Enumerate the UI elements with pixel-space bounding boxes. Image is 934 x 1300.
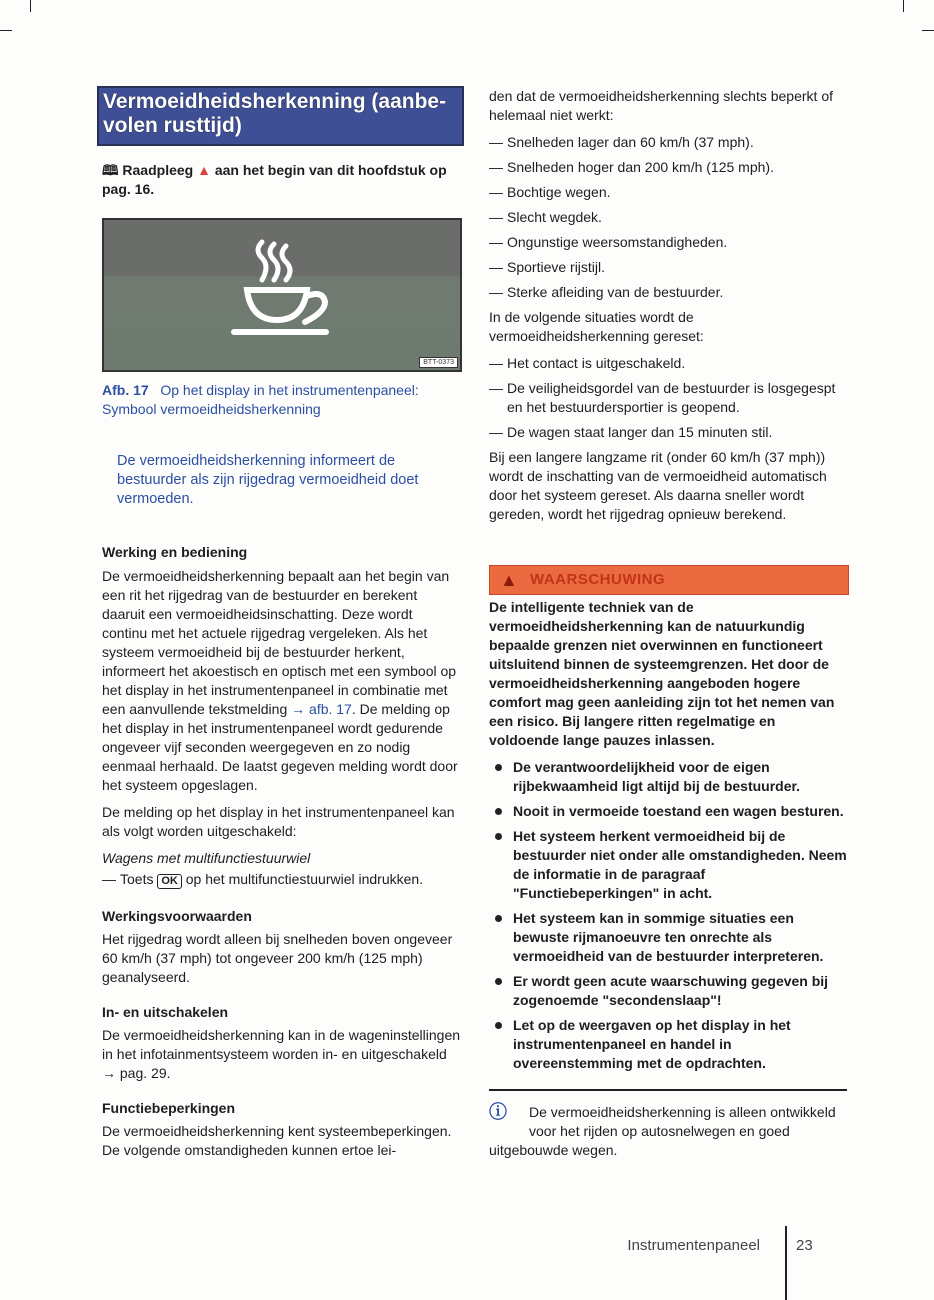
warning-header <box>489 565 849 595</box>
warning-body <box>489 598 849 1079</box>
list-item: — Bochtige wegen. <box>489 183 849 202</box>
subheading: In- en uitschakelen <box>102 1004 229 1020</box>
list-item: De verantwoordelijkheid voor de eigen rijbekwaamheid ligt altijd bij de bestuurder. <box>489 758 849 796</box>
sub-label: Wagens met multifunctiestuurwiel <box>102 850 311 866</box>
crop-mark <box>0 30 12 31</box>
list-item: — Het contact is uitgeschakeld. <box>489 354 849 373</box>
paragraph-text: . De melding op het display in het instrumentenpaneel wordt gedurende ongeveer vijf seconden weergegeven en zo nodig eenmaal herhaald. De laatst gegeven melding wordt door het systeem opgeslagen. <box>102 701 458 793</box>
crop-mark <box>922 30 934 31</box>
list-item: — Snelheden lager dan 60 km/h (37 mph). <box>489 133 849 152</box>
list-item: Het systeem kan in sommige situaties een bewuste rijmanoeuvre ten onrechte als vermoeidheid van de bestuurder interpreteren. <box>489 909 849 966</box>
footer-divider <box>785 1226 787 1300</box>
warning-text: De intelligente techniek van de vermoeidheidsherkenning kan de natuurkundig bepaalde grenzen niet overwinnen en functioneert uitsluitend binnen de systeemgrenzen. Het door de vermoeidheidsherkenning aangeboden hogere comfort mag geen aanleiding zijn tot het nemen van een risico. Bij langere ritten regelmatige en voldoende lange pauzes inlassen. <box>489 599 835 748</box>
list-item: — Ongunstige weersomstandigheden. <box>489 233 849 252</box>
list-item: — De wagen staat langer dan 15 minuten stil. <box>489 423 849 442</box>
book-icon: 🕮 <box>102 162 119 178</box>
list-item: Het systeem herkent vermoeidheid bij de bestuurder niet onder alle omstandigheden. Neem de informatie in de paragraaf "Functiebeperkingen" in acht. <box>489 827 849 903</box>
paragraph <box>102 567 460 795</box>
figure-caption <box>102 381 460 419</box>
paragraph: Het rijgedrag wordt alleen bij snelheden boven ongeveer 60 km/h (37 mph) tot ongeveer 200 km/h (125 mph) geanalyseerd. <box>102 931 453 985</box>
right-column <box>489 87 849 524</box>
warning-triangle-icon: ▲ <box>197 162 211 178</box>
consult-text: aan het begin van dit hoofdstuk op pag. 16. <box>102 162 447 197</box>
figure-link[interactable]: → afb. 17 <box>291 701 352 717</box>
list-item: — Sportieve rijstijl. <box>489 258 849 277</box>
paragraph-text: De vermoeidheidsherkenning bepaalt aan het begin van een rit het rijgedrag van de bestuurder en berekent daaruit een vermoeidheidsinschatting. Deze wordt continu met het actuele rijgedrag vergeleken. Als het systeem vermoeidheid bij de bestuurder herkent, informeert het akoestisch en optisch met een symbool op het display in het instrumentenpaneel in combinatie met een aanvullende tekstmelding <box>102 568 457 717</box>
section-heading <box>97 86 464 146</box>
warning-title: WAARSCHUWING <box>530 571 666 588</box>
crop-mark <box>903 0 904 12</box>
list-item: — De veiligheidsgordel van de bestuurder is losgegespt en het bestuurdersportier is geopend. <box>489 379 849 417</box>
figure-label: Afb. 17 <box>102 382 149 398</box>
figure-coffee-cup <box>102 218 462 372</box>
subheading: Functiebeperkingen <box>102 1100 236 1116</box>
paragraph: De melding op het display in het instrumentenpaneel kan als volgt worden uitgeschakeld: <box>102 804 455 839</box>
list-item: — Sterke afleiding van de bestuurder. <box>489 283 849 302</box>
page-number: 23 <box>796 1237 813 1254</box>
warning-triangle-icon: ▲ <box>500 570 518 590</box>
paragraph: den dat de vermoeidheidsherkenning slechts beperkt of helemaal niet werkt: <box>489 88 833 123</box>
heading-line: volen rusttijd) <box>103 114 242 137</box>
consult-note <box>102 161 460 199</box>
ok-key-icon: OK <box>157 874 182 889</box>
paragraph: Bij een langere langzame rit (onder 60 km/h (37 mph)) wordt de inschatting van de vermoeidheid automatisch door het systeem gereset. Als daarna sneller wordt gereden, wordt het rijgedrag opnieuw berekend. <box>489 449 827 522</box>
coffee-cup-icon <box>104 220 460 370</box>
item-text: op het multifunctiestuurwiel indrukken. <box>185 871 424 887</box>
figure-caption-text: Op het display in het instrumentenpaneel: Symbool vermoeidheidsherkenning <box>102 382 419 417</box>
paragraph: De vermoeidheidsherkenning kent systeembeperkingen. De volgende omstandigheden kunnen ertoe lei- <box>102 1123 452 1158</box>
item-text: Toets <box>120 871 154 887</box>
list-item <box>102 870 460 889</box>
left-column <box>102 543 460 1160</box>
subheading: Werking en bediening <box>102 544 248 560</box>
divider <box>489 1089 847 1091</box>
crop-mark <box>30 0 31 12</box>
list-item: Let op de weergaven op het display in het instrumentenpaneel en handel in overeenstemming met de opdrachten. <box>489 1016 849 1073</box>
info-note <box>489 1103 849 1160</box>
heading-line: Vermoeidheidsherkenning (aanbe- <box>103 90 447 113</box>
footer-section: Instrumentenpaneel <box>627 1237 760 1254</box>
list-item: Nooit in vermoeide toestand een wagen besturen. <box>489 802 849 821</box>
paragraph: De vermoeidheidsherkenning kan in de wageninstellingen in het infotainmentsysteem worden in- en uitgeschakeld → pag. 29. <box>102 1027 461 1081</box>
figure-code: BTT-0373 <box>419 357 458 368</box>
list-item: Er wordt geen acute waarschuwing gegeven bij zogenoemde "secondenslaap"! <box>489 972 849 1010</box>
note-text: De vermoeidheidsherkenning is alleen ontwikkeld voor het rijden op autosnelwegen en goed uitgebouwde wegen. <box>489 1104 836 1158</box>
list-item: — Slecht wegdek. <box>489 208 849 227</box>
list-item: — Snelheden hoger dan 200 km/h (125 mph). <box>489 158 849 177</box>
paragraph: In de volgende situaties wordt de vermoeidheidsherkenning gereset: <box>489 309 704 344</box>
lead-text: De vermoeidheidsherkenning informeert de bestuurder als zijn rijgedrag vermoeidheid doet vermoeden. <box>117 453 419 507</box>
info-icon: ⓘ <box>489 1102 507 1122</box>
subheading: Werkingsvoorwaarden <box>102 908 252 924</box>
consult-text: Raadpleeg <box>122 162 194 178</box>
